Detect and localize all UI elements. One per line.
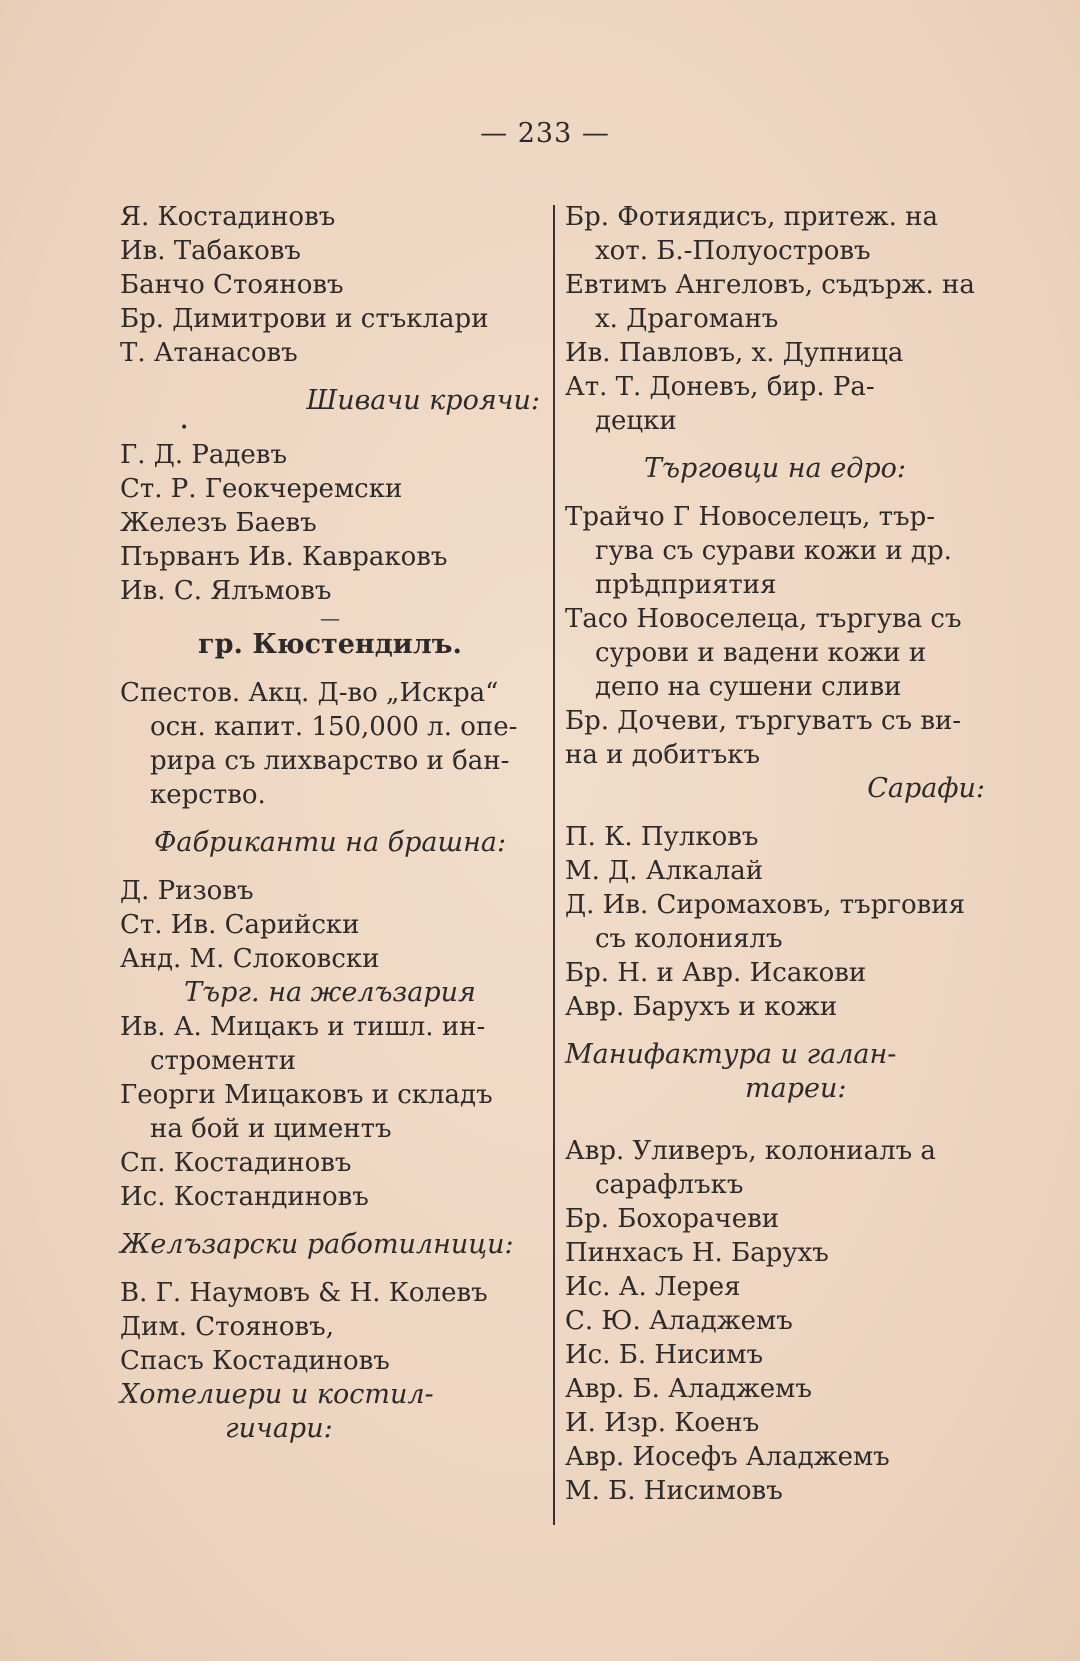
- section-heading-hoteli: Хотелиери и костил-: [120, 1379, 434, 1410]
- bank-line: Спестов. Акц. Д-во „Искра“: [120, 678, 499, 708]
- list-item: Я. Костадиновъ: [120, 202, 336, 232]
- list-item-cont: депо на сушени сливи: [595, 672, 902, 702]
- section-heading-targ: Тъpг. на желъзария: [184, 977, 476, 1008]
- list-item: Т. Атанасовъ: [120, 338, 298, 368]
- ink-dot: •: [180, 420, 189, 436]
- list-item: Ст. Р. Геокчеремски: [120, 474, 403, 504]
- list-item-cont: сурови и вадени кожи и: [595, 638, 927, 668]
- list-item: Ис. Костандиновъ: [120, 1182, 369, 1212]
- list-item: Ив. С. Ялъмовъ: [120, 576, 332, 606]
- list-item-cont: стpoменти: [150, 1046, 296, 1076]
- list-item-cont: х. Драгоманъ: [595, 304, 779, 334]
- list-item: Тасо Новоселеца, търгува съ: [565, 604, 962, 634]
- page-number: — 233 —: [480, 118, 610, 149]
- list-item: Сп. Костадиновъ: [120, 1148, 352, 1178]
- separator-dash: —: [320, 606, 340, 630]
- list-item: Ат. Т. Доневъ, бир. Ра-: [565, 372, 875, 402]
- list-item: Авр. Иосефъ Аладжемъ: [565, 1442, 890, 1472]
- list-item-cont: сарафлъкъ: [595, 1170, 744, 1200]
- list-item: Анд. М. Слоковски: [120, 944, 380, 974]
- section-heading-jelezarski: Желъзарски работилници:: [120, 1229, 514, 1260]
- list-item: Г. Д. Радевъ: [120, 440, 287, 470]
- list-item: И. Изр. Коенъ: [565, 1408, 760, 1438]
- list-item: М. Д. Алкалай: [565, 856, 764, 886]
- list-item: Бр. Бохорачеви: [565, 1204, 780, 1234]
- list-item: Бр. Фотиядисъ, притеж. на: [565, 202, 938, 232]
- list-item-cont: гува съ сурави кожи и др.: [595, 536, 952, 566]
- list-item: В. Г. Наумовъ & Н. Колевъ: [120, 1278, 488, 1308]
- bank-line: рира съ лихварство и бан-: [150, 746, 510, 776]
- list-item: Георги Мицаковъ и складъ: [120, 1080, 493, 1110]
- list-item: Ис. А. Лерея: [565, 1272, 741, 1302]
- section-heading-manif-cont: тареи:: [745, 1073, 847, 1104]
- list-item: Ив. А. Мицакъ и тишл. ин-: [120, 1012, 486, 1042]
- list-item-cont: прѣдприятия: [595, 570, 777, 600]
- list-item: Първанъ Ив. Кавраковъ: [120, 542, 448, 572]
- left-column: [120, 200, 540, 1446]
- list-item: М. Б. Нисимовъ: [565, 1476, 783, 1506]
- list-item-cont: на и добитъкъ: [565, 740, 761, 770]
- list-item: Д. Ив. Сиромаховъ, търговия: [565, 890, 965, 920]
- list-item: Бр. Димитрови и стъклари: [120, 304, 489, 334]
- city-heading: гр. Кюстендилъ.: [198, 629, 462, 660]
- list-item-cont: съ колониялъ: [595, 924, 783, 954]
- list-item: Ст. Ив. Сарийски: [120, 910, 360, 940]
- list-item: Ив. Павловъ, х. Дупница: [565, 338, 904, 368]
- section-heading-hoteli-cont: гичари:: [225, 1413, 333, 1444]
- list-item: С. Ю. Аладжемъ: [565, 1306, 793, 1336]
- list-item-cont: на бой и циментъ: [150, 1114, 392, 1144]
- section-heading-sarafi: Сарафи:: [867, 773, 985, 804]
- section-heading-manif: Манифактура и галан-: [565, 1039, 897, 1070]
- list-item-cont: хот. Б.-Полуостровъ: [595, 236, 871, 266]
- list-item: Трайчо Г Новоселецъ, тър-: [565, 502, 936, 532]
- list-item: Ис. Б. Нисимъ: [565, 1340, 764, 1370]
- list-item: П. К. Пулковъ: [565, 822, 759, 852]
- list-item: Спасъ Костадиновъ: [120, 1346, 390, 1376]
- section-heading-edro: Търговци на едро:: [644, 453, 906, 484]
- list-item: Д. Ризовъ: [120, 876, 254, 906]
- list-item: Бр. Дочеви, търгуватъ съ ви-: [565, 706, 962, 736]
- list-item-cont: децки: [595, 406, 677, 436]
- column-divider: [553, 205, 555, 1525]
- list-item: Банчо Стояновъ: [120, 270, 344, 300]
- list-item: Авр. Барухъ и кожи: [565, 992, 838, 1022]
- list-item: Пинхасъ Н. Барухъ: [565, 1238, 829, 1268]
- list-item: Дим. Стояновъ,: [120, 1312, 334, 1342]
- right-column: [565, 200, 985, 1508]
- section-heading-shivachi: Шивачи кроячи:: [306, 385, 540, 416]
- bank-line: осн. капит. 150,000 л. опе-: [150, 712, 518, 742]
- list-item: Евтимъ Ангеловъ, съдърж. на: [565, 270, 975, 300]
- list-item: Железъ Баевъ: [120, 508, 317, 538]
- list-item: Авр. Б. Аладжемъ: [565, 1374, 812, 1404]
- list-item: Ив. Табаковъ: [120, 236, 301, 266]
- section-heading-fabrikanti: Фабриканти на брашна:: [153, 827, 507, 858]
- list-item: Бр. Н. и Авр. Исакови: [565, 958, 867, 988]
- list-item: Авр. Уливеръ, колониалъ а: [565, 1136, 936, 1166]
- bank-line: керство.: [150, 780, 266, 810]
